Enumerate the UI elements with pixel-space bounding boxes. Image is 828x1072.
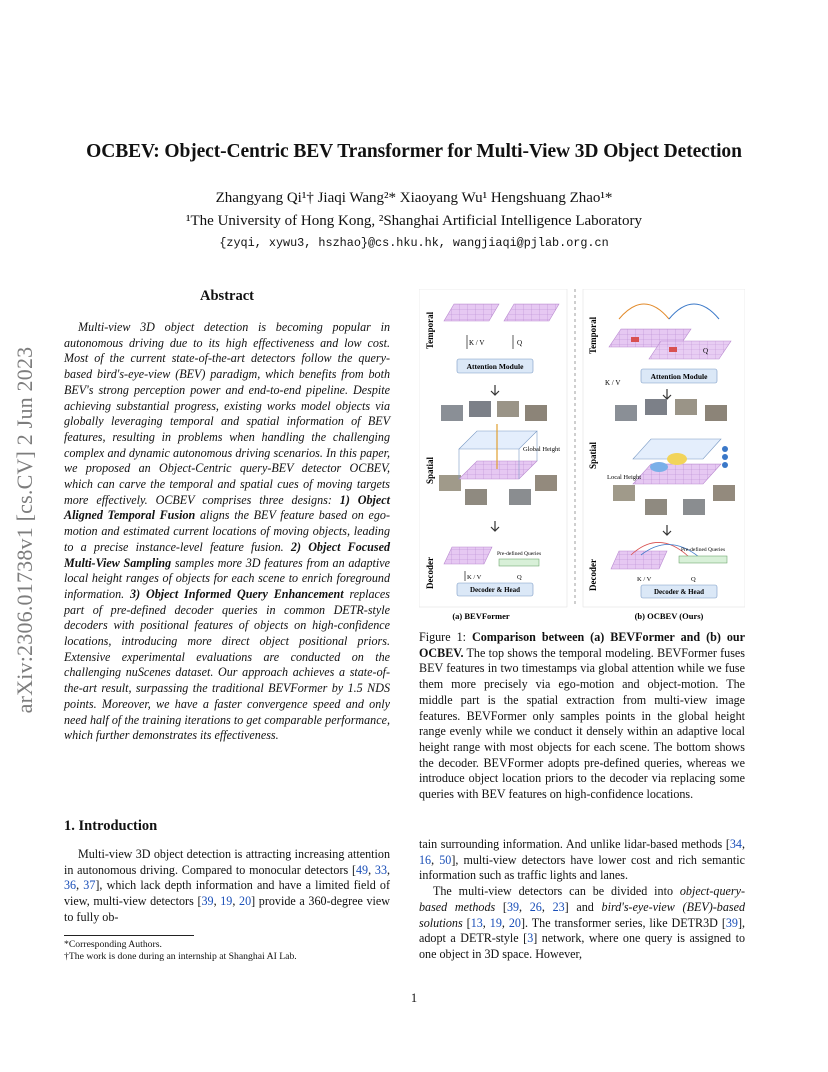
- subcaption-b: (b) OCBEV (Ours): [634, 611, 704, 621]
- decoder-head-label-left: Decoder & Head: [469, 586, 521, 594]
- citation-link[interactable]: 20: [239, 894, 252, 909]
- citation-link[interactable]: 20: [508, 915, 521, 930]
- spatial-label-right: Spatial: [588, 441, 598, 469]
- global-height-label: Global Height: [523, 446, 561, 453]
- decoder-label-left: Decoder: [425, 557, 435, 589]
- temporal-label-right: Temporal: [588, 316, 598, 354]
- citation-link[interactable]: 16: [419, 852, 432, 867]
- citation-link[interactable]: 49: [356, 862, 369, 877]
- footnotes: [64, 939, 394, 963]
- introduction-text: Multi-view 3D object detection is attracting increasing attention in autonomous driving. Compared to monocular detectors [49, 33, 36, 37], which lack depth information and have a limited field of view, multi-view detectors [39, 19, 20] provide a 360-degree view to fully ob-: [64, 847, 391, 924]
- q-label-left: Q: [517, 339, 523, 347]
- citation-link[interactable]: 23: [552, 899, 565, 914]
- decoder-head-label-right: Decoder & Head: [653, 588, 705, 596]
- figure-1: [419, 289, 745, 625]
- q-label-right-dec: Q: [691, 576, 696, 583]
- citation-link[interactable]: 19: [220, 894, 233, 909]
- citation-link[interactable]: 13: [470, 915, 483, 930]
- figure-1-caption: Figure 1: Comparison between (a) BEVFormer and (b) our OCBEV. The top shows the temporal modeling. BEVFormer fuses BEV features in two timestamps via global attention while we fuse them more precisely via ego-motion and object-motion. The middle part is the spatial extraction from multi-view image features. BEVFormer only samples points in the global height range evenly while we conduct it densely within an adaptive local height range with most objects for each scene. The bottom shows the decoder. BEVFormer adopts pre-defined queries, whereas we introduce object location priors to the decoder via replacing some queries with BEV features on high-confidence locations.: [419, 630, 746, 802]
- citation-link[interactable]: 26: [529, 899, 542, 914]
- kv-label-left: K / V: [469, 339, 485, 347]
- citation-link[interactable]: 39: [201, 894, 214, 909]
- kv-label-left-dec: K / V: [467, 574, 482, 581]
- spatial-label-left: Spatial: [425, 456, 435, 484]
- authors: Zhangyang Qi¹† Jiaqi Wang²* Xiaoyang Wu¹ Hengshuang Zhao¹*: [215, 190, 613, 206]
- q-label-left-dec: Q: [517, 574, 522, 581]
- citation-link[interactable]: 3: [527, 931, 534, 946]
- predefined-label-right: Pre-defined Queries: [681, 547, 726, 553]
- attention-label-left: Attention Module: [466, 362, 524, 371]
- citation-link[interactable]: 34: [729, 837, 742, 851]
- footnote-corresponding: *Corresponding Authors.: [64, 939, 162, 950]
- right-column-text: tain surrounding information. And unlike lidar-based methods [34, 16, 50], multi-view detectors have lower cost and rich semantic information such as traffic lights and lanes. The multi-view detectors can be divided into object-query-based methods [39, 26, 23] and bird's-eye-view (BEV)-based solutions [13, 19, 20]. The transformer series, like DETR3D [39], adopt a DETR-style [3] network, where one query is assigned to one object in 3D space. However,: [419, 837, 746, 961]
- page-number: 1: [410, 991, 418, 1005]
- temporal-label-left: Temporal: [425, 311, 435, 349]
- q-label-right: Q: [703, 347, 709, 355]
- footnote-internship: †The work is done during an internship at Shanghai AI Lab.: [64, 951, 297, 962]
- paper-title: OCBEV: Object-Centric BEV Transformer for Multi-View 3D Object Detection: [86, 141, 742, 162]
- citation-link[interactable]: 36: [64, 878, 77, 893]
- abstract-text: Multi-view 3D object detection is becoming popular in autonomous driving due to its high effectiveness and low cost. Most of the current state-of-the-art detectors follow the query-based bird's-eye-view (BEV) paradigm, which benefits from both BEV's strong perception power and end-to-end pipeline. Despite achieving substantial progress, existing works model objects via globally leveraging temporal and spatial information of BEV features, resulting in problems when handling the challenging complex and dynamic autonomous driving scenarios. In this paper, we proposed an Object-Centric query-BEV detector OCBEV, which can carve the temporal and spatial cues of moving targets more effectively. OCBEV comprises three designs: 1) Object Aligned Temporal Fusion aligns the BEV feature based on ego-motion and estimated current locations of moving objects, leading to a precise instance-level feature fusion. 2) Object Focused Multi-View Sampling samples more 3D features from an adaptive local height ranges of objects for each scene to enrich foreground information. 3) Object Informed Query Enhancement replaces part of pre-defined decoder queries in common DETR-style decoders with positional features of objects on high-confidence locations, introducing more direct object positional priors. Extensive experimental evaluations are conducted on the challenging nuScenes dataset. Our approach achieves a state-of-the-art result, surpassing the traditional BEVFormer by 1.5 NDS points. Moreover, we have a faster convergence speed and only need half of the training iterations to get comparable performance, which further demonstrates its effectiveness.: [64, 320, 390, 743]
- abstract-heading: Abstract: [200, 288, 254, 304]
- affiliations: ¹The University of Hong Kong, ²Shanghai Artificial Intelligence Laboratory: [186, 213, 642, 229]
- decoder-label-right: Decoder: [588, 559, 598, 591]
- citation-link[interactable]: 37: [83, 878, 96, 893]
- arxiv-id: arXiv:2306.01738v1 [cs.CV] 2 Jun 2023: [12, 346, 37, 714]
- predefined-label-left: Pre-defined Queries: [497, 551, 542, 557]
- citation-link[interactable]: 33: [374, 862, 387, 877]
- citation-link[interactable]: 19: [489, 915, 502, 930]
- emails: {zyqi, xywu3, hszhao}@cs.hku.hk, wangjiaqi@pjlab.org.cn: [219, 236, 609, 250]
- citation-link[interactable]: 50: [439, 852, 452, 867]
- kv-label-right-dec: K / V: [637, 576, 652, 583]
- footnote-divider: [64, 935, 194, 936]
- arxiv-watermark: [10, 300, 40, 760]
- subcaption-a: (a) BEVFormer: [452, 611, 510, 621]
- citation-link[interactable]: 39: [725, 915, 738, 930]
- kv-label-right: K / V: [605, 379, 621, 387]
- introduction-heading: 1. Introduction: [64, 818, 158, 834]
- local-height-label: Local Height: [607, 474, 642, 481]
- attention-label-right: Attention Module: [650, 372, 708, 381]
- citation-link[interactable]: 39: [506, 899, 520, 914]
